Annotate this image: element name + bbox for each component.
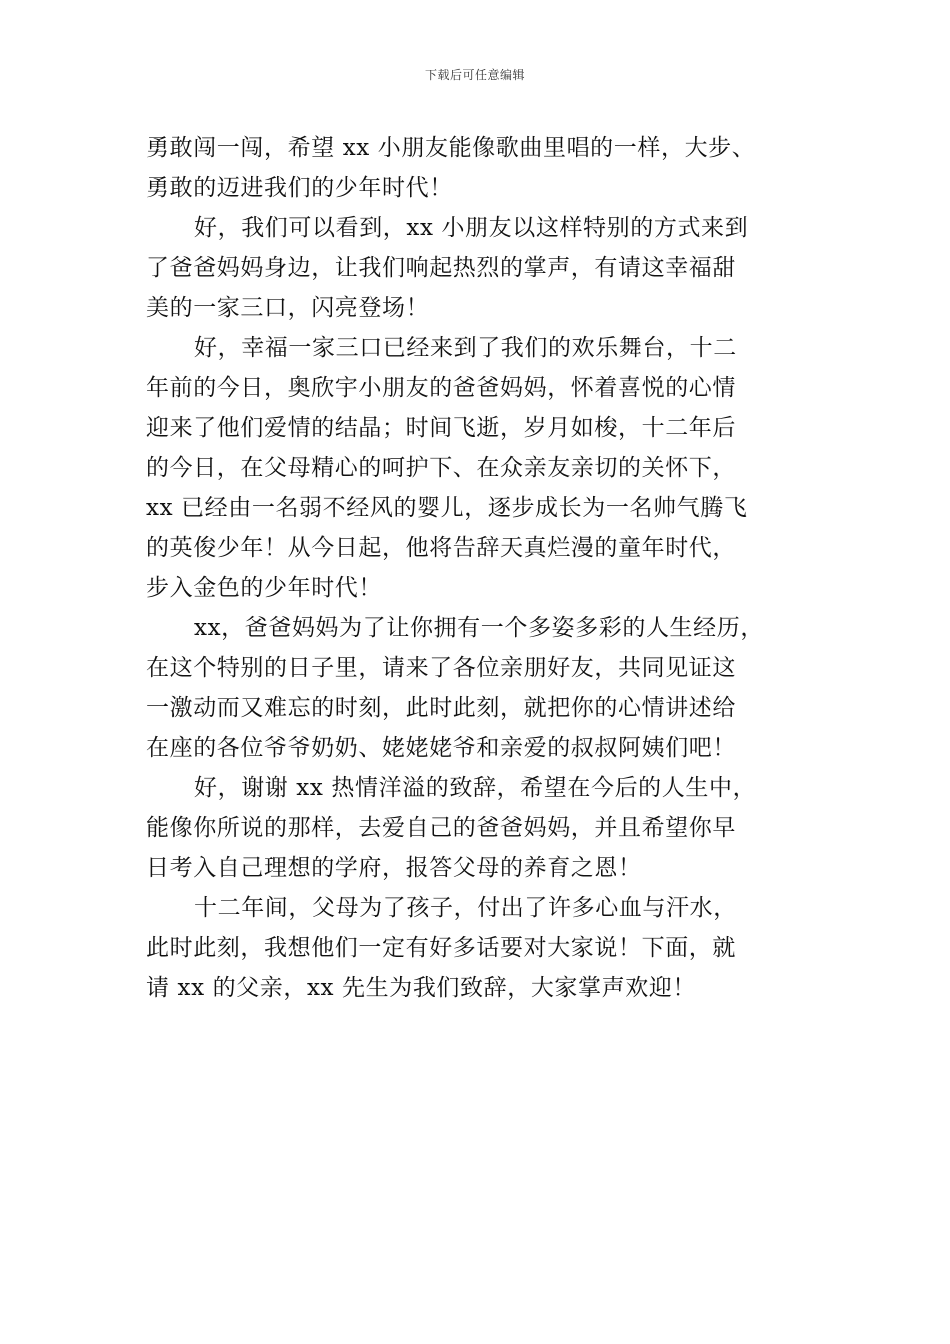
text-line: 年前的今日，奥欣宇小朋友的爸爸妈妈，怀着喜悦的心情 bbox=[146, 375, 736, 401]
text-line: 的今日，在父母精心的呵护下、在众亲友亲切的关怀下， bbox=[146, 455, 736, 481]
text-line: 能像你所说的那样，去爱自己的爸爸妈妈，并且希望你早 bbox=[146, 815, 736, 841]
text-line: 勇敢闯一闯，希望 xx 小朋友能像歌曲里唱的一样，大步、 bbox=[146, 135, 756, 161]
text-line: 的英俊少年！从今日起，他将告辞天真烂漫的童年时代， bbox=[146, 535, 736, 561]
text-line: 在座的各位爷爷奶奶、姥姥姥爷和亲爱的叔叔阿姨们吧！ bbox=[146, 735, 736, 761]
text-line: 请 xx 的父亲，xx 先生为我们致辞，大家掌声欢迎！ bbox=[146, 975, 697, 1001]
text-line: 步入金色的少年时代！ bbox=[146, 575, 382, 601]
text-line: 此时此刻，我想他们一定有好多话要对大家说！下面，就 bbox=[146, 935, 736, 961]
text-line: 日考入自己理想的学府，报答父母的养育之恩！ bbox=[146, 855, 642, 881]
text-line: 一激动而又难忘的时刻，此时此刻，就把你的心情讲述给 bbox=[146, 695, 736, 721]
text-line: 好，我们可以看到，xx 小朋友以这样特别的方式来到 bbox=[194, 215, 749, 241]
text-line: 十二年间，父母为了孩子，付出了许多心血与汗水， bbox=[194, 895, 737, 921]
page-header: 下载后可任意编辑 bbox=[424, 68, 525, 82]
text-line: xx 已经由一名弱不经风的婴儿，逐步成长为一名帅气腾飞 bbox=[146, 495, 748, 521]
text-line: 美的一家三口，闪亮登场！ bbox=[146, 295, 430, 321]
text-line: 好，谢谢 xx 热情洋溢的致辞，希望在今后的人生中， bbox=[194, 775, 757, 801]
text-line: 勇敢的迈进我们的少年时代！ bbox=[146, 175, 453, 201]
document-body bbox=[146, 128, 826, 1008]
text-line: 在这个特别的日子里，请来了各位亲朋好友，共同见证这 bbox=[146, 655, 736, 681]
text-line: 好，幸福一家三口已经来到了我们的欢乐舞台，十二 bbox=[194, 335, 737, 361]
text-line: xx，爸爸妈妈为了让你拥有一个多姿多彩的人生经历， bbox=[194, 615, 764, 641]
text-line: 了爸爸妈妈身边，让我们响起热烈的掌声，有请这幸福甜 bbox=[146, 255, 736, 281]
text-line: 迎来了他们爱情的结晶；时间飞逝，岁月如梭，十二年后 bbox=[146, 415, 736, 441]
